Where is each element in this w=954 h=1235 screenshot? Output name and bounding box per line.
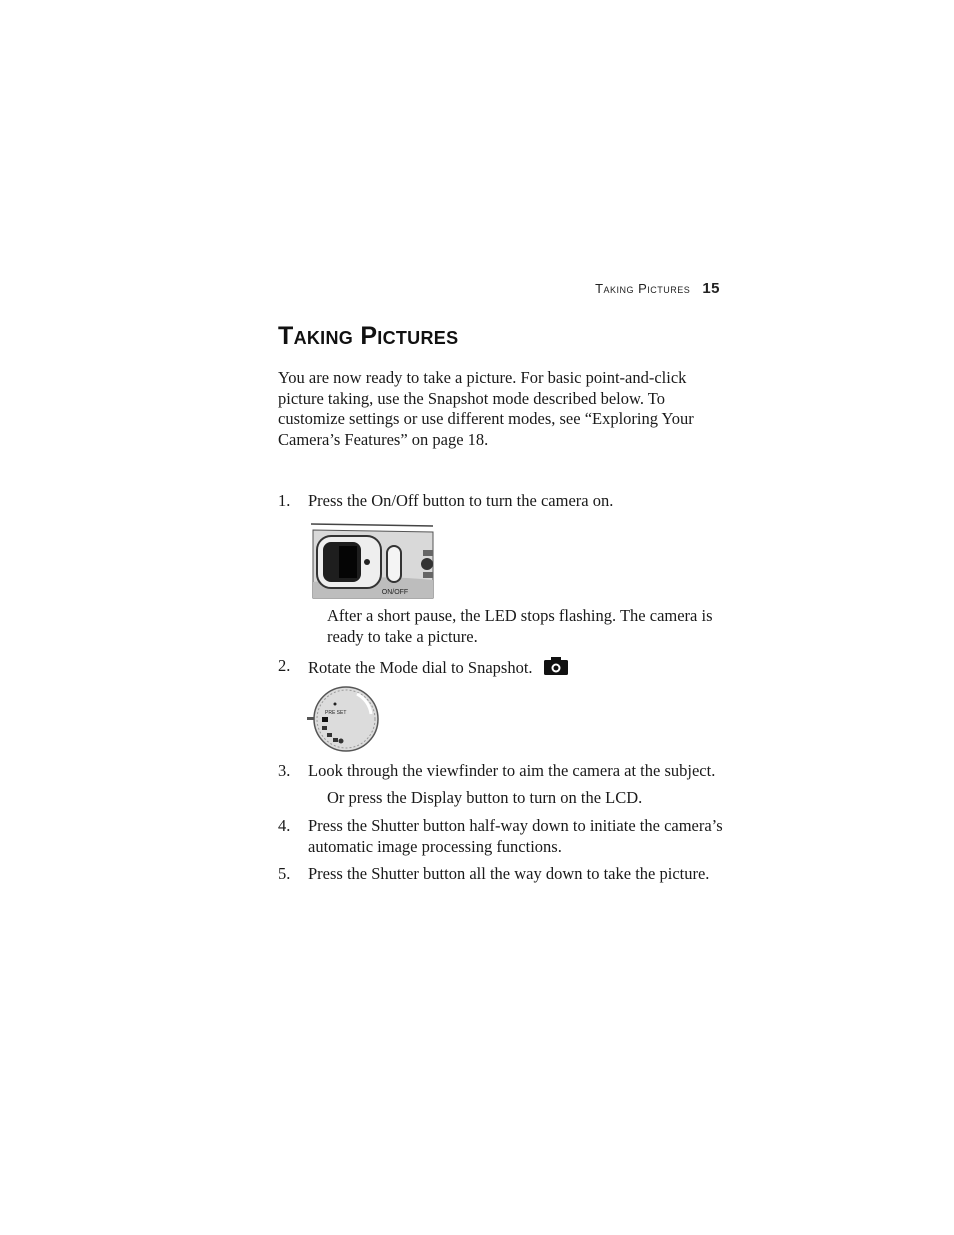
step-number: 2. — [278, 656, 291, 675]
mode-dial-illustration — [305, 686, 383, 759]
camera-onoff-illustration — [311, 522, 435, 605]
step-number: 3. — [278, 761, 291, 780]
step-3-note: Or press the Display button to turn on the LCD. — [327, 788, 643, 807]
running-head — [560, 280, 720, 297]
camera-top-illustration — [311, 522, 435, 600]
page-title: Taking Pictures — [278, 322, 459, 350]
intro-paragraph: You are now ready to take a picture. For basic point-and-click picture taking, use the Snapshot mode described below. To customize settings or use different modes, see “Exploring Your Camera’s Features” on page 18. — [278, 368, 694, 449]
running-head-section: Taking Pictures — [595, 281, 691, 296]
page-number: 15 — [702, 280, 720, 297]
step-1-note: After a short pause, the LED stops flashing. The camera is ready to take a picture. — [327, 606, 713, 646]
step-text: Press the On/Off button to turn the camera on. — [308, 491, 614, 510]
camera-icon — [543, 656, 569, 676]
dial-label: PRE SET — [325, 710, 347, 716]
step-text: Press the Shutter button all the way down to take the picture. — [308, 864, 710, 883]
mode-dial — [305, 686, 383, 754]
step-text: Look through the viewfinder to aim the camera at the subject. — [308, 761, 716, 780]
step-text: Rotate the Mode dial to Snapshot. — [308, 658, 533, 677]
step-number: 5. — [278, 864, 291, 883]
onoff-label: ON/OFF — [381, 589, 409, 596]
step-text: Press the Shutter button half-way down to initiate the camera’s automatic image processing functions. — [308, 816, 723, 856]
step-number: 1. — [278, 491, 291, 510]
step-number: 4. — [278, 816, 291, 835]
